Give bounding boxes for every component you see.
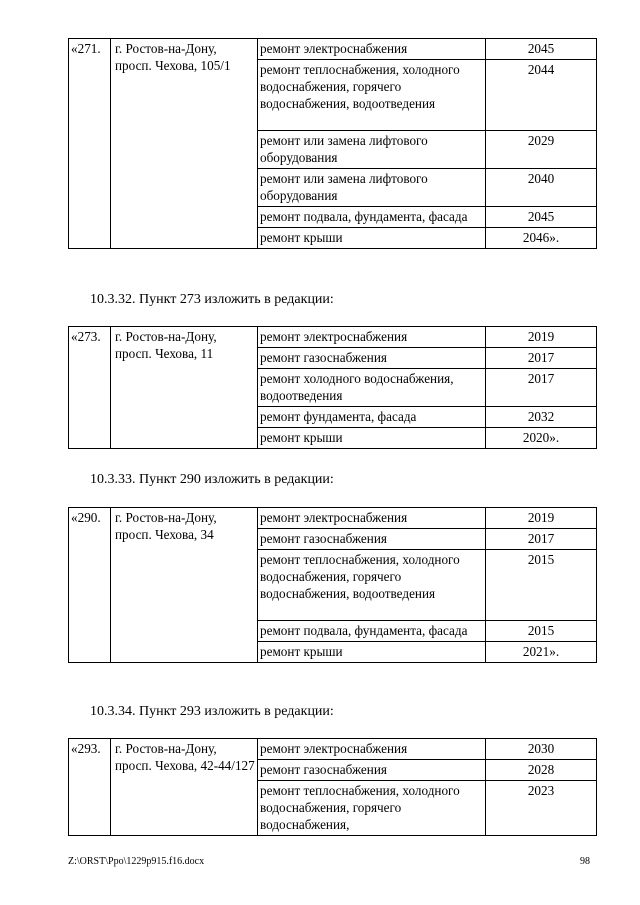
item-number: «293. xyxy=(69,739,111,836)
work-year: 2045 xyxy=(486,207,597,228)
work-type: ремонт теплоснабжения, холодного водоснабжения, горячего водоснабжения, водоотведения xyxy=(258,60,486,131)
work-type: ремонт электроснабжения xyxy=(258,39,486,60)
table-item-273 xyxy=(68,326,597,449)
work-type: ремонт газоснабжения xyxy=(258,348,486,369)
work-year: 2046». xyxy=(486,228,597,249)
work-type: ремонт электроснабжения xyxy=(258,508,486,529)
work-type: ремонт подвала, фундамента, фасада xyxy=(258,621,486,642)
work-year: 2040 xyxy=(486,169,597,207)
amendment-paragraph: 10.3.33. Пункт 290 изложить в редакции: xyxy=(90,472,334,487)
table-item-290 xyxy=(68,507,597,663)
table-row xyxy=(69,327,597,348)
item-number: «273. xyxy=(69,327,111,449)
item-address: г. Ростов-на-Дону, просп. Чехова, 34 xyxy=(111,508,258,663)
work-year: 2020». xyxy=(486,428,597,449)
item-address: г. Ростов-на-Дону, просп. Чехова, 42-44/127 xyxy=(111,739,258,836)
table-row xyxy=(69,39,597,60)
footer-file-path: Z:\ORST\Ppo\1229p915.f16.docx xyxy=(68,856,205,867)
work-year: 2017 xyxy=(486,348,597,369)
table-item-271 xyxy=(68,38,597,249)
work-type: ремонт фундамента, фасада xyxy=(258,407,486,428)
work-year: 2021». xyxy=(486,642,597,663)
work-type: ремонт крыши xyxy=(258,428,486,449)
item-address: г. Ростов-на-Дону, просп. Чехова, 105/1 xyxy=(111,39,258,249)
work-year: 2019 xyxy=(486,508,597,529)
work-year: 2015 xyxy=(486,550,597,621)
work-year: 2017 xyxy=(486,529,597,550)
work-year: 2015 xyxy=(486,621,597,642)
table-row xyxy=(69,739,597,760)
work-type: ремонт газоснабжения xyxy=(258,760,486,781)
table-item-293 xyxy=(68,738,597,836)
work-type: ремонт или замена лифтового оборудования xyxy=(258,169,486,207)
work-type: ремонт электроснабжения xyxy=(258,739,486,760)
work-type: ремонт теплоснабжения, холодного водоснабжения, горячего водоснабжения, водоотведения xyxy=(258,550,486,621)
work-type: ремонт или замена лифтового оборудования xyxy=(258,131,486,169)
item-number: «271. xyxy=(69,39,111,249)
work-type: ремонт холодного водоснабжения, водоотведения xyxy=(258,369,486,407)
work-year: 2030 xyxy=(486,739,597,760)
table-row xyxy=(69,508,597,529)
work-type: ремонт электроснабжения xyxy=(258,327,486,348)
work-type: ремонт газоснабжения xyxy=(258,529,486,550)
work-year: 2019 xyxy=(486,327,597,348)
work-type: ремонт крыши xyxy=(258,228,486,249)
work-type: ремонт крыши xyxy=(258,642,486,663)
work-year: 2045 xyxy=(486,39,597,60)
work-type: ремонт теплоснабжения, холодного водоснабжения, горячего водоснабжения, xyxy=(258,781,486,836)
amendment-paragraph: 10.3.32. Пункт 273 изложить в редакции: xyxy=(90,292,334,307)
item-number: «290. xyxy=(69,508,111,663)
work-year: 2017 xyxy=(486,369,597,407)
work-year: 2023 xyxy=(486,781,597,836)
page-number: 98 xyxy=(580,856,590,867)
work-type: ремонт подвала, фундамента, фасада xyxy=(258,207,486,228)
work-year: 2028 xyxy=(486,760,597,781)
work-year: 2044 xyxy=(486,60,597,131)
work-year: 2032 xyxy=(486,407,597,428)
amendment-paragraph: 10.3.34. Пункт 293 изложить в редакции: xyxy=(90,704,334,719)
item-address: г. Ростов-на-Дону, просп. Чехова, 11 xyxy=(111,327,258,449)
work-year: 2029 xyxy=(486,131,597,169)
